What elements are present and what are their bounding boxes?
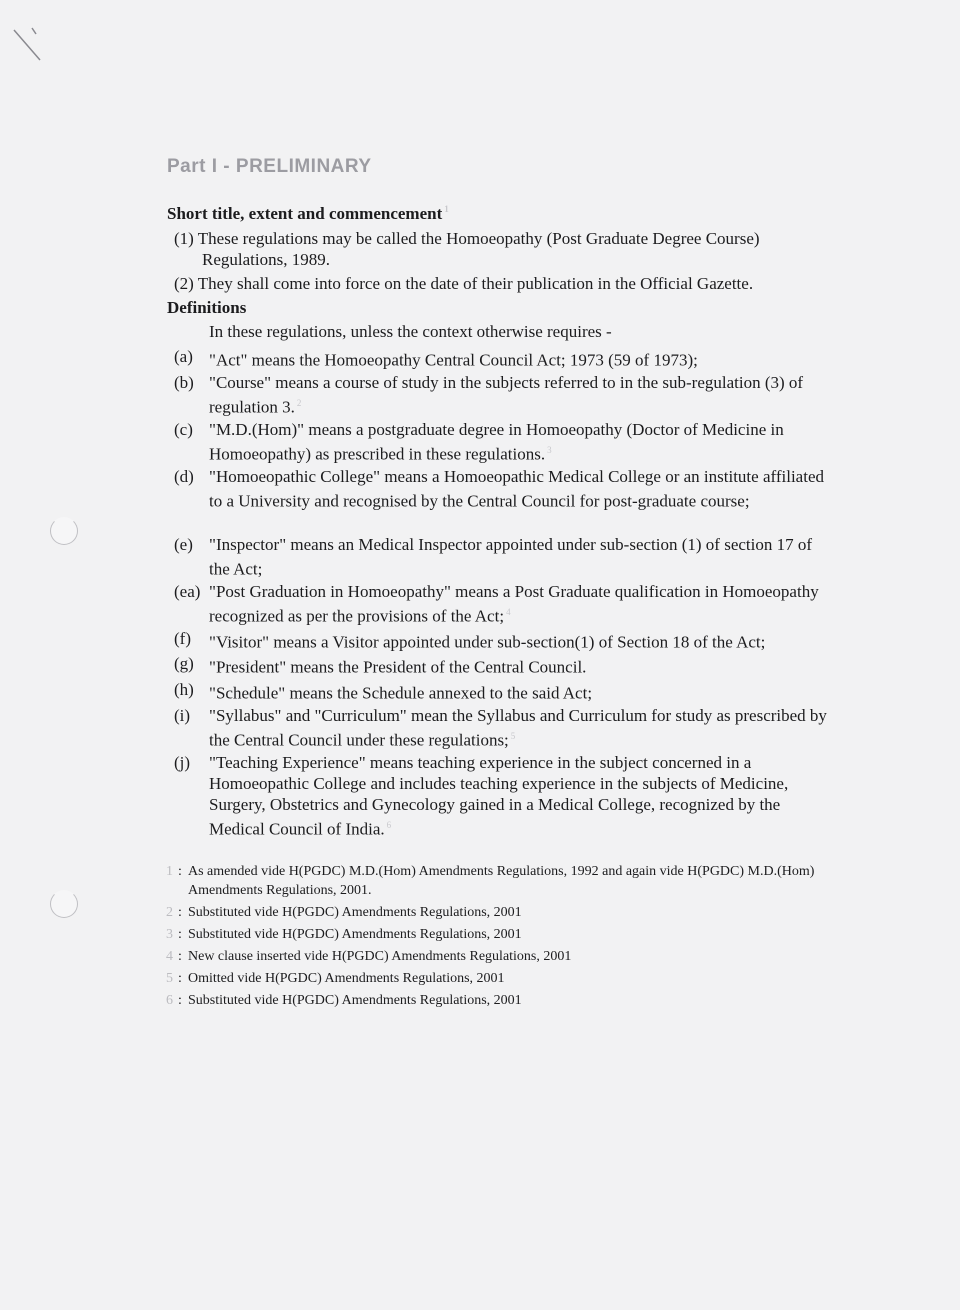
staple-mark [0,0,90,100]
definition-item [174,372,834,418]
punch-hole [50,890,78,918]
footnote-number: 3 [166,927,173,942]
definition-label: (c) [174,420,193,439]
definition-label: (d) [174,467,194,486]
short-title-heading [167,204,449,224]
definition-item [174,466,834,512]
footnote-text: Substituted vide H(PGDC) Amendments Regulations, 2001 [188,927,522,942]
footnote: 4 : New clause inserted vide H(PGDC) Amendments Regulations, 2001 [166,947,826,966]
footnote-text: Substituted vide H(PGDC) Amendments Regulations, 2001 [188,993,522,1008]
definition-label: (g) [174,654,194,673]
footnote-text: As amended vide H(PGDC) M.D.(Hom) Amendments Regulations, 1992 and again vide H(PGDC) M.D.(Hom) Amendments Regulations, 2001. [188,864,815,898]
clause-1 [174,228,834,270]
definition-item [174,346,834,371]
definition-text: "Post Graduation in Homoeopathy" means a Post Graduate qualification in Homoeopathy recognized as per the provisions of the Act; [209,582,819,626]
clause-2 [174,273,834,294]
definition-text: "Visitor" means a Visitor appointed under sub-section(1) of Section 18 of the Act; [209,632,766,652]
definitions-intro: In these regulations, unless the context otherwise requires - [209,322,612,341]
definition-item [174,534,834,580]
footnote: 2 : Substituted vide H(PGDC) Amendments Regulations, 2001 [166,903,826,922]
definition-text: "Inspector" means an Medical Inspector appointed under sub-section (1) of section 17 of the Act; [209,535,813,579]
clause-text: These regulations may be called the Homoeopathy (Post Graduate Degree Course) [197,229,760,248]
definition-item [174,752,834,840]
footnote-text: Omitted vide H(PGDC) Amendments Regulations, 2001 [188,971,505,986]
part-title: Part I - PRELIMINARY [167,156,372,177]
clause-number: (1) [174,229,194,248]
clause-continuation: Regulations, 1989. [202,250,330,269]
definition-label: (j) [174,753,191,772]
footnote: 6 : Substituted vide H(PGDC) Amendments Regulations, 2001 [166,991,826,1010]
footnote-text: Substituted vide H(PGDC) Amendments Regulations, 2001 [188,905,522,920]
clause-text: They shall come into force on the date of their publication in the Official Gazette. [197,274,754,293]
clause-number: (2) [174,274,194,293]
heading-text: Short title, extent and commencement [167,204,443,223]
definition-text: "Syllabus" and "Curriculum" mean the Syllabus and Curriculum for study as prescribed by the Central Council under these regulations; [209,706,827,750]
footnotes [166,862,826,1013]
punch-hole [50,517,78,545]
footnote: 5 : Omitted vide H(PGDC) Amendments Regulations, 2001 [166,969,826,988]
definition-text: "Act" means the Homoeopathy Central Council Act; 1973 (59 of 1973); [209,350,698,370]
footnote-number: 4 [166,949,173,964]
definition-item [174,581,834,627]
footnote-ref: 3 [547,445,552,455]
footnote: 3 : Substituted vide H(PGDC) Amendments Regulations, 2001 [166,925,826,944]
footnote: 1 : As amended vide H(PGDC) M.D.(Hom) Amendments Regulations, 1992 and again vide H(PGDC) M.D.(Hom) Amendments Regulations, 2001. [166,862,826,900]
definition-text: "Homoeopathic College" means a Homoeopathic Medical College or an institute affiliated to a University and recognised by the Central Council for post-graduate course; [209,467,824,511]
definition-item [174,705,834,751]
definition-text: "Schedule" means the Schedule annexed to the said Act; [209,683,593,703]
definition-text: "M.D.(Hom)" means a postgraduate degree in Homoeopathy (Doctor of Medicine in Homoeopathy) as prescribed in these regulations. [209,420,784,464]
footnote-ref: 2 [296,398,302,408]
footnote-number: 1 [166,864,173,879]
footnote-number: 2 [166,905,173,920]
definition-label: (a) [174,347,193,366]
definition-label: (i) [174,706,191,725]
definition-label: (b) [174,373,194,392]
definition-item [174,679,834,704]
footnote-number: 5 [166,971,173,986]
definition-item [174,653,834,678]
definition-label: (e) [174,535,193,554]
definition-label: (ea) [174,582,201,601]
footnote-number: 6 [166,993,173,1008]
footnote-ref: 4 [506,607,511,617]
footnote-ref: 6 [386,820,392,830]
definition-text: "Course" means a course of study in the subjects referred to in the sub-regulation (3) of regulation 3. [209,373,804,417]
footnote-text: New clause inserted vide H(PGDC) Amendments Regulations, 2001 [188,949,572,964]
definition-label: (f) [174,629,191,648]
definition-item [174,628,834,653]
definition-item [174,419,834,465]
definitions-heading: Definitions [167,298,247,317]
definition-label: (h) [174,680,194,699]
definition-text: "President" means the President of the Central Council. [209,657,587,677]
footnote-ref: 5 [510,731,516,741]
definition-text: "Teaching Experience" means teaching experience in the subject concerned in a Homoeopathic College and includes teaching experience in the subjects of Medicine, Surgery, Obstetrics and Gynecology gained in a Medical College, recognized by the Medical Council of India. [209,753,789,839]
footnote-ref: 1 [444,204,449,215]
